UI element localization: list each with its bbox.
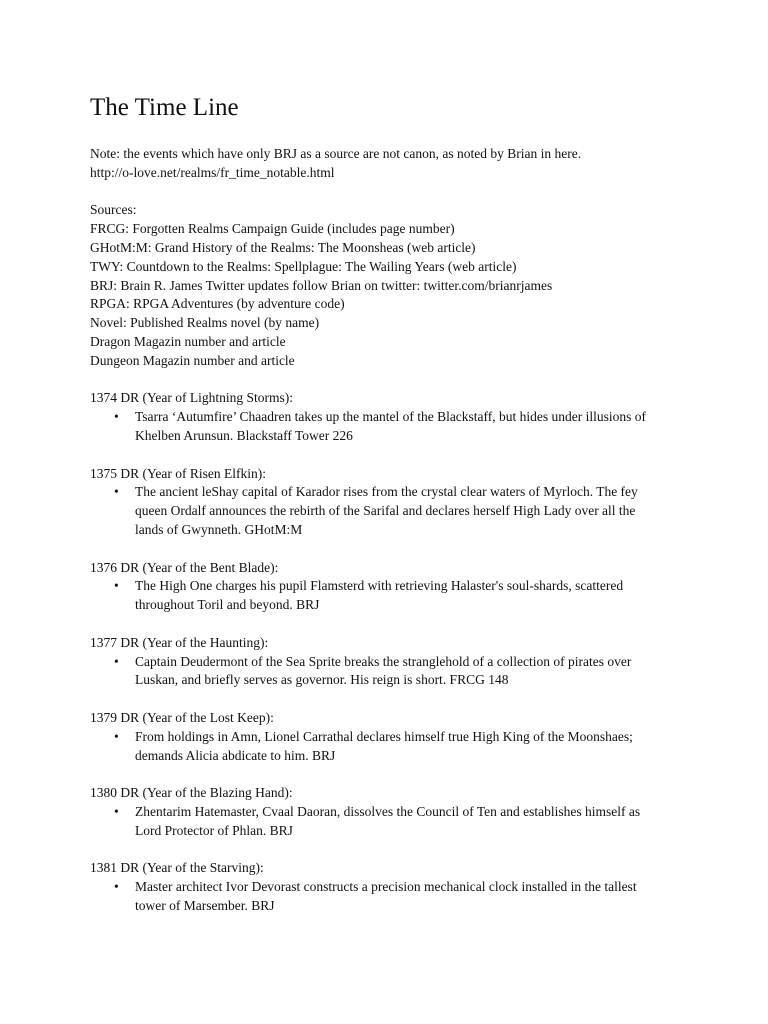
event-text: From holdings in Amn, Lionel Carrathal declares himself true High King of the Moonshaes; demands Alicia abdicate to him. BRJ [135, 728, 633, 763]
event-list [90, 878, 690, 916]
source-item: Dungeon Magazin number and article [90, 352, 295, 368]
timeline-entry [90, 559, 690, 615]
entry-year: 1377 DR (Year of the Haunting): [90, 634, 269, 650]
event-item [90, 878, 665, 916]
event-text: The ancient leShay capital of Karador rises from the crystal clear waters of Myrloch. The fey queen Ordalf announces the rebirth of the Sarifal and declares herself High Lady over all the lands of Gwynneth. GHotM:M [135, 484, 638, 537]
entry-year: 1381 DR (Year of the Starving): [90, 860, 264, 876]
entry-year: 1375 DR (Year of Risen Elfkin): [90, 465, 266, 481]
sources-heading: Sources: [90, 202, 137, 218]
document-page [90, 93, 690, 916]
timeline-entry [90, 465, 690, 540]
spacer [90, 183, 690, 202]
event-item [90, 728, 665, 766]
event-text: Master architect Ivor Devorast constructs a precision mechanical clock installed in the tallest tower of Marsember. BRJ [135, 879, 637, 913]
event-text: The High One charges his pupil Flamsterd with retrieving Halaster's soul-shards, scattered throughout Toril and beyond. BRJ [135, 578, 624, 613]
entry-year: 1379 DR (Year of the Lost Keep): [90, 709, 274, 725]
note-url: http://o-love.net/realms/fr_time_notable.html [90, 164, 335, 180]
source-item: RPGA: RPGA Adventures (by adventure code) [90, 296, 345, 312]
event-list [90, 577, 690, 615]
source-item: GHotM:M: Grand History of the Realms: The Moonsheas (web article) [90, 239, 476, 255]
event-text: Zhentarim Hatemaster, Cvaal Daoran, dissolves the Council of Ten and establishes himself as Lord Protector of Phlan. BRJ [135, 803, 641, 838]
event-list [90, 483, 690, 539]
source-item: BRJ: Brain R. James Twitter updates follow Brian on twitter: twitter.com/brianrjames [90, 277, 553, 293]
timeline-entry [90, 859, 690, 915]
event-item [90, 803, 665, 841]
entry-year: 1376 DR (Year of the Bent Blade): [90, 559, 279, 575]
event-item [90, 408, 665, 446]
page-title: The Time Line [90, 94, 239, 121]
timeline-entry [90, 784, 690, 840]
source-item: Novel: Published Realms novel (by name) [90, 315, 320, 331]
bullet-icon: • [114, 484, 119, 500]
source-item: TWY: Countdown to the Realms: Spellplague: The Wailing Years (web article) [90, 258, 517, 274]
bullet-icon: • [114, 578, 119, 594]
source-item: FRCG: Forgotten Realms Campaign Guide (includes page number) [90, 221, 455, 237]
event-list [90, 803, 690, 841]
event-item [90, 483, 665, 539]
bullet-icon: • [114, 409, 119, 425]
event-text: Captain Deudermont of the Sea Sprite breaks the stranglehold of a collection of pirates over Luskan, and briefly serves as governor. His reign is short. FRCG 148 [135, 653, 632, 688]
note-line: Note: the events which have only BRJ as a source are not canon, as noted by Brian in here. [90, 146, 582, 161]
bullet-icon: • [114, 879, 119, 895]
timeline-entry [90, 389, 690, 445]
event-list [90, 408, 690, 446]
spacer [90, 371, 690, 390]
event-list [90, 653, 690, 691]
event-item [90, 577, 665, 615]
bullet-icon: • [114, 728, 119, 744]
event-text: Tsarra ‘Autumfire’ Chaadren takes up the mantel of the Blackstaff, but hides under illusions of Khelben Arunsun. Blackstaff Tower 226 [135, 409, 647, 443]
timeline-entry [90, 709, 690, 765]
timeline-entry [90, 634, 690, 690]
event-list [90, 728, 690, 766]
bullet-icon: • [114, 653, 119, 669]
source-item: Dragon Magazin number and article [90, 333, 286, 349]
entry-year: 1380 DR (Year of the Blazing Hand): [90, 785, 293, 801]
entry-year: 1374 DR (Year of Lightning Storms): [90, 390, 294, 406]
bullet-icon: • [114, 803, 119, 819]
event-item [90, 653, 665, 691]
